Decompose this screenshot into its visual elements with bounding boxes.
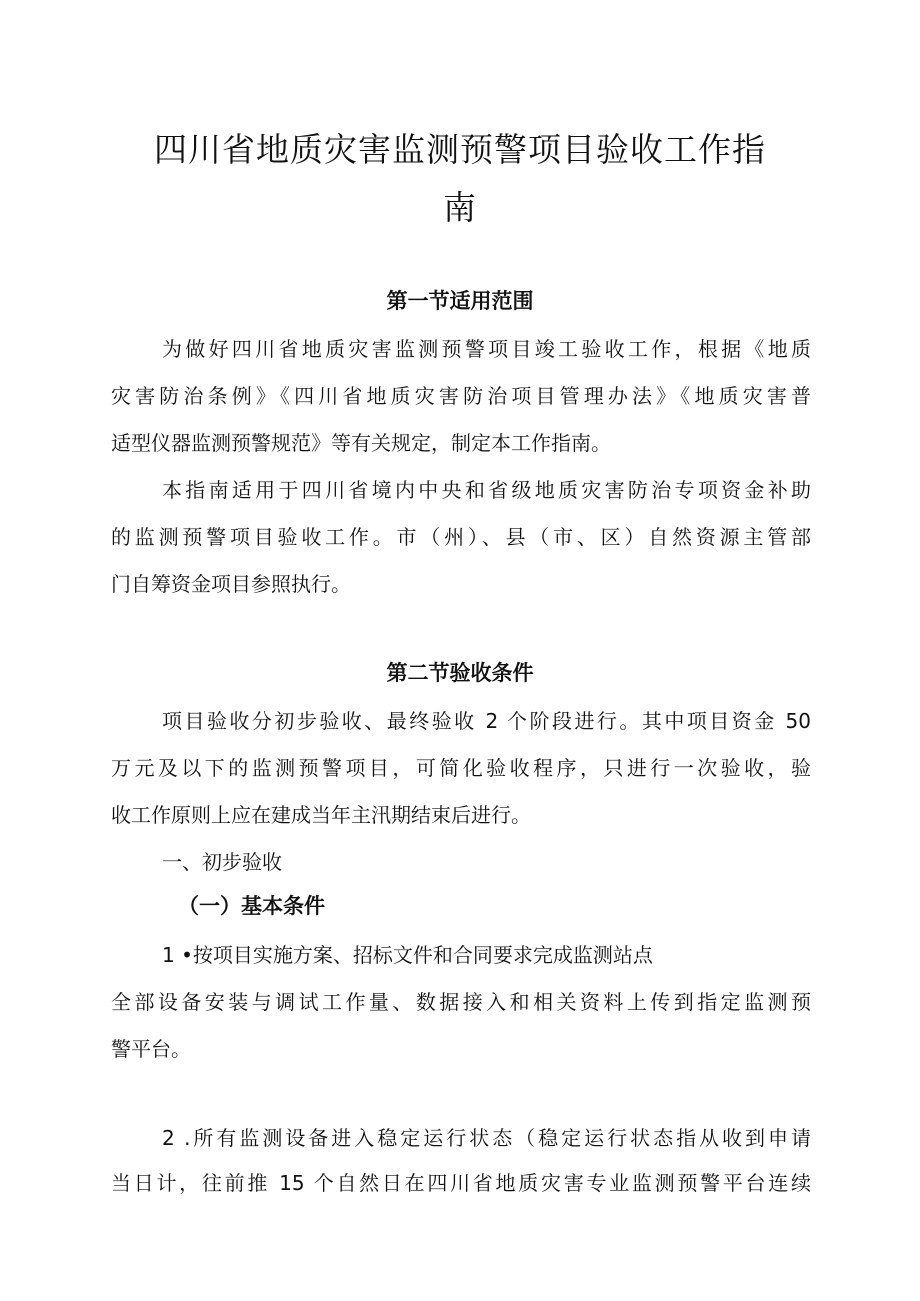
section1-p1-line1: 为做好四川省地质灾害监测预警项目竣工验收工作，根据《地质 xyxy=(162,337,811,361)
condition1-line2: 全部设备安装与调试工作量、数据接入和相关资料上传到指定监测预 xyxy=(111,990,811,1014)
section1-p1-line3: 适型仪器监测预警规范》等有关规定，制定本工作指南。 xyxy=(111,431,611,455)
condition2-line2: 当日计，往前推 15 个自然日在四川省地质灾害专业监测预警平台连续 xyxy=(111,1171,811,1195)
section2-heading: 第二节验收条件 xyxy=(386,661,534,685)
condition1-line3: 警平台。 xyxy=(111,1037,191,1061)
document-title-line1: 四川省地质灾害监测预警项目验收工作指 xyxy=(154,130,766,169)
section2-p1-line2: 万元及以下的监测预警项目，可简化验收程序，只进行一次验收，验 xyxy=(111,756,811,780)
section1-p2-line2: 的监测预警项目验收工作。市（州）、县（市、区）自然资源主管部 xyxy=(111,525,811,549)
section1-p2-line1: 本指南适用于四川省境内中央和省级地质灾害防治专项资金补助 xyxy=(162,478,811,502)
condition1-line1: 1 •按项目实施方案、招标文件和合同要求完成监测站点 xyxy=(162,943,653,967)
section1-p1-line2: 灾害防治条例》《四川省地质灾害防治项目管理办法》《地质灾害普 xyxy=(111,384,811,408)
section1-heading: 第一节适用范围 xyxy=(386,289,534,313)
section2-item1: 一、初步验收 xyxy=(162,850,282,874)
section1-p2-line3: 门自筹资金项目参照执行。 xyxy=(111,572,351,596)
section2-sub1-heading: （一）基本条件 xyxy=(178,894,325,918)
section2-p1-line1: 项目验收分初步验收、最终验收 2 个阶段进行。其中项目资金 50 xyxy=(162,709,811,733)
section2-p1-line3: 收工作原则上应在建成当年主汛期结束后进行。 xyxy=(111,803,531,827)
document-title-line2: 南 xyxy=(443,188,477,227)
condition2-line1: 2 .所有监测设备进入稳定运行状态（稳定运行状态指从收到申请 xyxy=(162,1126,811,1150)
